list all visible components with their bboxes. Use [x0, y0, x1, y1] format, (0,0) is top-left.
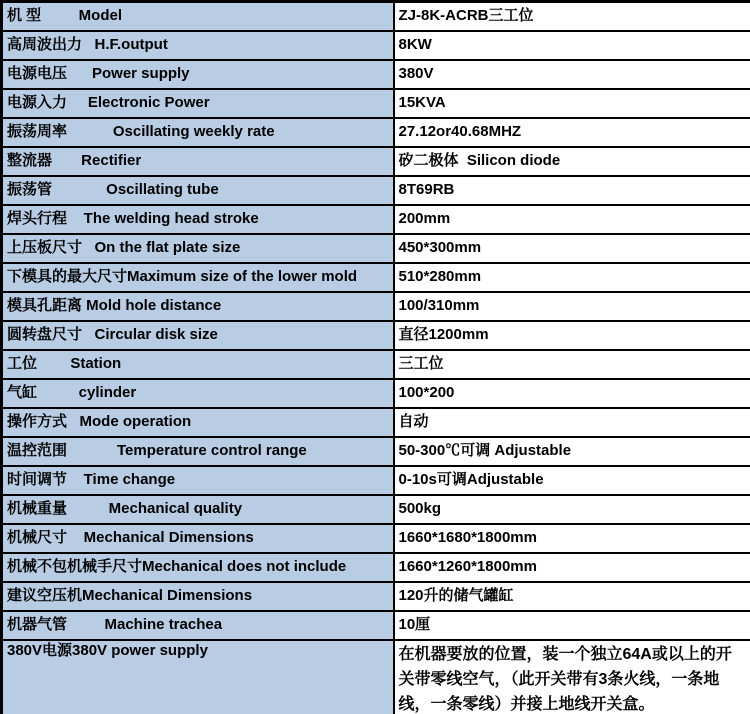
spec-label: 机械重量 Mechanical quality: [2, 495, 394, 524]
table-row: [2, 2, 750, 31]
table-row: [2, 321, 750, 350]
spec-label: 焊头行程 The welding head stroke: [2, 205, 394, 234]
spec-table-body: [2, 2, 750, 714]
spec-label: 高周波出力 H.F.output: [2, 31, 394, 60]
spec-value: 矽二极体 Silicon diode: [394, 147, 750, 176]
table-row: [2, 205, 750, 234]
spec-value: 10厘: [394, 611, 750, 640]
spec-value: 380V: [394, 60, 750, 89]
table-row: [2, 118, 750, 147]
spec-label: 操作方式 Mode operation: [2, 408, 394, 437]
spec-value: ZJ-8K-ACRB三工位: [394, 2, 750, 31]
spec-value: 200mm: [394, 205, 750, 234]
spec-value: 自动: [394, 408, 750, 437]
spec-value: 450*300mm: [394, 234, 750, 263]
spec-value: 100/310mm: [394, 292, 750, 321]
spec-label: 时间调节 Time change: [2, 466, 394, 495]
table-row: [2, 611, 750, 640]
spec-value: 0-10s可调Adjustable: [394, 466, 750, 495]
spec-label: 圆转盘尺寸 Circular disk size: [2, 321, 394, 350]
spec-value: 510*280mm: [394, 263, 750, 292]
table-row: [2, 234, 750, 263]
spec-label: 下模具的最大尺寸Maximum size of the lower mold: [2, 263, 394, 292]
spec-label: 上压板尺寸 On the flat plate size: [2, 234, 394, 263]
spec-value: 三工位: [394, 350, 750, 379]
spec-label: 机械尺寸 Mechanical Dimensions: [2, 524, 394, 553]
table-row: [2, 263, 750, 292]
spec-label: 温控范围 Temperature control range: [2, 437, 394, 466]
table-row: [2, 292, 750, 321]
spec-value: 8T69RB: [394, 176, 750, 205]
spec-label: 380V电源380V power supply: [2, 640, 394, 714]
spec-value: 在机器要放的位置，装一个独立64A或以上的开关带零线空气，（此开关带有3条火线，一条地线，一条零线）并接上地线开关盒。: [394, 640, 750, 714]
spec-value: 120升的储气罐缸: [394, 582, 750, 611]
spec-value: 100*200: [394, 379, 750, 408]
spec-label: 电源入力 Electronic Power: [2, 89, 394, 118]
spec-value: 27.12or40.68MHZ: [394, 118, 750, 147]
table-row: [2, 495, 750, 524]
spec-label: 振荡管 Oscillating tube: [2, 176, 394, 205]
spec-value: 50-300℃可调 Adjustable: [394, 437, 750, 466]
table-row: [2, 176, 750, 205]
spec-label: 机械不包机械手尺寸Mechanical does not include: [2, 553, 394, 582]
spec-value: 1660*1680*1800mm: [394, 524, 750, 553]
spec-label: 机 型 Model: [2, 2, 394, 31]
spec-label: 建议空压机Mechanical Dimensions: [2, 582, 394, 611]
table-row: [2, 640, 750, 714]
table-row: [2, 524, 750, 553]
table-row: [2, 147, 750, 176]
spec-label: 模具孔距离 Mold hole distance: [2, 292, 394, 321]
spec-label: 振荡周率 Oscillating weekly rate: [2, 118, 394, 147]
spec-value: 1660*1260*1800mm: [394, 553, 750, 582]
table-row: [2, 379, 750, 408]
table-row: [2, 553, 750, 582]
table-row: [2, 408, 750, 437]
spec-label: 气缸 cylinder: [2, 379, 394, 408]
spec-value: 直径1200mm: [394, 321, 750, 350]
table-row: [2, 350, 750, 379]
table-row: [2, 466, 750, 495]
spec-value: 500kg: [394, 495, 750, 524]
spec-label: 电源电压 Power supply: [2, 60, 394, 89]
spec-value: 8KW: [394, 31, 750, 60]
table-row: [2, 582, 750, 611]
table-row: [2, 31, 750, 60]
spec-value: 15KVA: [394, 89, 750, 118]
spec-label: 工位 Station: [2, 350, 394, 379]
spec-label: 整流器 Rectifier: [2, 147, 394, 176]
table-row: [2, 89, 750, 118]
spec-label: 机器气管 Machine trachea: [2, 611, 394, 640]
table-row: [2, 437, 750, 466]
table-row: [2, 60, 750, 89]
